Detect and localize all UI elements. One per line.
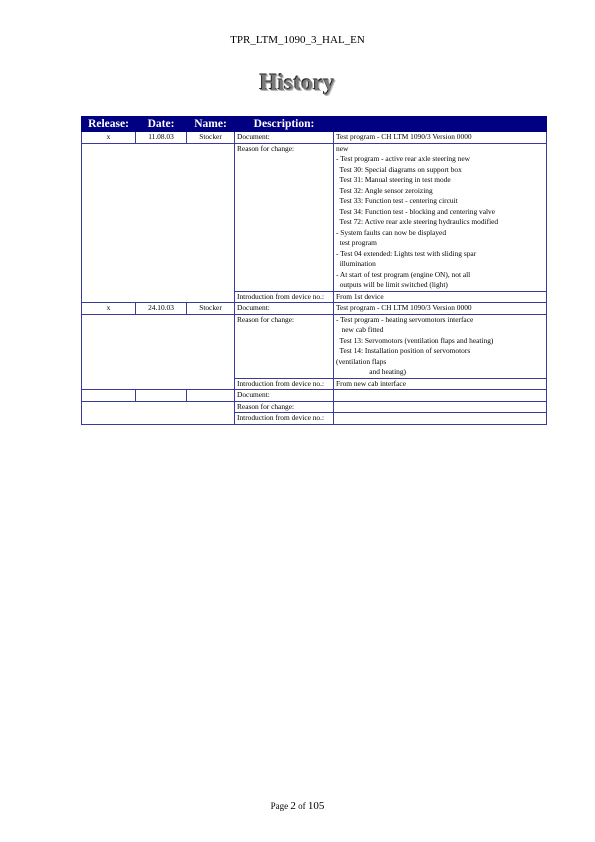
reason-line: Test 33: Function test - centering circuit [336,196,458,205]
reason-label: Reason for change: [235,401,334,413]
release-cell: x [82,303,136,315]
reason-line: new [336,143,349,153]
page-title: History [259,70,336,95]
col-description: Description: [235,117,334,132]
col-date: Date: [136,117,187,132]
reason-line: Test 13: Servomotors (ventilation flaps and heating) [336,335,494,345]
release-cell: x [82,132,136,144]
intro-label: Introduction from device no.: [235,291,334,303]
reason-line: - Test 04 extended: Lights test with sliding spar [336,248,477,258]
intro-label: Introduction from device no.: [235,378,334,390]
name-cell [187,390,235,402]
reason-line: Test 34: Function test - blocking and centering valve [336,206,496,216]
date-cell [136,390,187,402]
release-cell [82,390,136,402]
intro-value: From 1st device [334,291,547,303]
col-description-value [334,117,547,132]
reason-value [334,401,547,413]
intro-value: From new cab interface [334,378,547,390]
footer-of: of [298,801,306,811]
reason-line: - System faults can now be displayed [336,227,447,237]
reason-label: Reason for change: [235,314,334,378]
reason-line: and heating) [336,367,406,376]
name-cell: Stocker [187,303,235,315]
reason-line: - Test program - active rear axle steering new [336,154,470,163]
document-label: Document: [235,303,334,315]
reason-line: illumination [336,259,376,268]
reason-line: (ventilation flaps [336,356,387,366]
reason-line: Test 72: Active rear axle steering hydraulics modified [336,217,499,226]
reason-value [334,314,547,378]
document-value: Test program - CH LTM 1090/3 Version 0000 [334,132,547,144]
row-spacer [82,314,235,390]
row-spacer [82,401,235,424]
table-row [82,143,547,291]
col-name: Name: [187,117,235,132]
reason-line: Test 30: Special diagrams on support box [336,164,462,174]
document-value: Test program - CH LTM 1090/3 Version 0000 [334,303,547,315]
document-value [334,390,547,402]
history-table [81,116,547,425]
intro-label: Introduction from device no.: [235,413,334,425]
document-label: Document: [235,132,334,144]
date-cell: 11.08.03 [136,132,187,144]
reason-label: Reason for change: [235,143,334,291]
document-label: Document: [235,390,334,402]
col-release: Release: [82,117,136,132]
table-row [82,314,547,378]
reason-line: new cab fitted [336,325,384,334]
table-row [82,390,547,402]
page-footer [0,800,595,812]
footer-page: 2 [290,800,296,812]
reason-line: outputs will be limit switched (light) [336,280,448,289]
footer-prefix: Page [270,801,289,811]
footer-total: 105 [307,800,325,812]
table-row [82,132,547,144]
reason-value [334,143,547,291]
date-cell: 24.10.03 [136,303,187,315]
table-row [82,303,547,315]
row-spacer [82,143,235,303]
reason-line: Test 31: Manual steering in test mode [336,175,451,184]
document-id: TPR_LTM_1090_3_HAL_EN [230,34,365,46]
reason-line: test program [336,238,377,247]
table-row [82,401,547,413]
intro-value [334,413,547,425]
reason-line: Test 14: Installation position of servomotors [336,346,471,355]
reason-line: Test 32: Angle sensor zeroizing [336,185,433,195]
name-cell: Stocker [187,132,235,144]
table-header-row [82,117,547,132]
reason-line: - At start of test program (engine ON), not all [336,269,471,279]
reason-line: - Test program - heating servomotors interface [336,314,474,324]
